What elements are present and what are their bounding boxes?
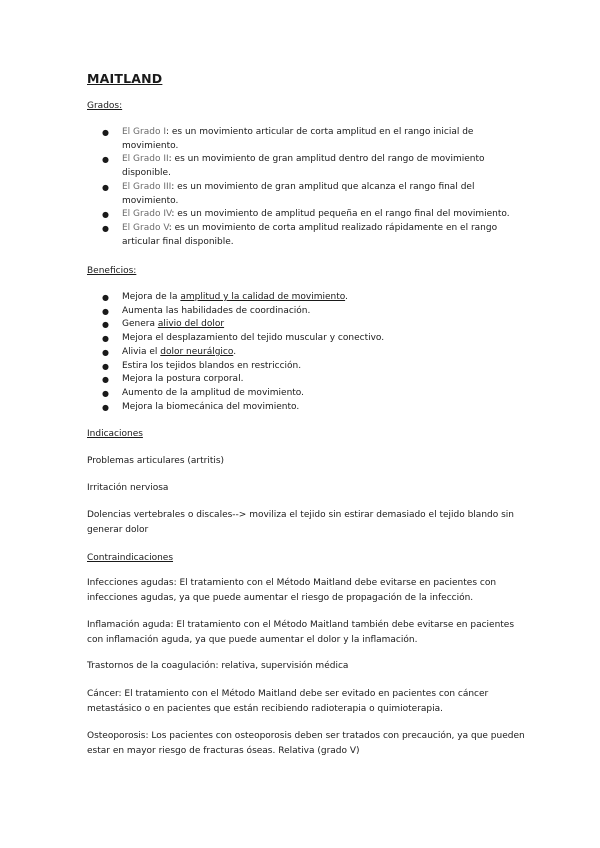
beneficios-heading: Beneficios:	[87, 266, 137, 276]
bullet-icon: ●	[102, 223, 109, 233]
list-item: ● Genera alivio del dolor	[122, 318, 522, 332]
bullet-icon: ●	[102, 155, 109, 165]
list-item: ● El Grado II: es un movimiento de gran amplitud dentro del rango de movimiento disponible.	[102, 154, 485, 179]
list-item: ● Estira los tejidos blandos en restricción.	[122, 360, 522, 374]
list-item: ● El Grado V: es un movimiento de corta amplitud realizado rápidamente en el rango articular final disponible.	[102, 222, 498, 247]
list-item: ● Mejora la biomecánica del movimiento.	[122, 401, 522, 415]
highlighted-link: alivio del dolor	[157, 319, 225, 330]
bullet-icon: ●	[102, 388, 109, 398]
bullet-icon: ●	[102, 293, 109, 302]
contraindicaciones-heading: Contraindicaciones	[87, 553, 174, 563]
list-item: ● Mejora el desplazamiento del tejido muscular y conectivo.	[122, 332, 522, 346]
contraindicacion-item: Cáncer: El tratamiento con el Método Maitland debe ser evitado en pacientes con cáncer metastásico o en pacientes que están recibiendo radioterapia o quimioterapia.	[87, 689, 489, 714]
highlighted-link: dolor neurálgico	[160, 346, 234, 357]
bullet-icon: ●	[102, 320, 109, 330]
contraindicacion-item: Inflamación aguda: El tratamiento con el Método Maitland también debe evitarse en pacientes con inflamación aguda, ya que puede aumentar el dolor y la inflamación.	[87, 620, 515, 645]
list-item: ● Aumento de la amplitud de movimiento.	[122, 387, 522, 401]
contraindicacion-item: Osteoporosis: Los pacientes con osteoporosis deben ser tratados con precaución, ya que pueden estar en mayor riesgo de fracturas óseas. Relativa (grado V)	[87, 731, 525, 756]
indicaciones-heading: Indicaciones	[87, 429, 143, 439]
bullet-icon: ●	[102, 334, 109, 344]
grados-list	[102, 126, 532, 249]
indicacion-item: Dolencias vertebrales o discales--> moviliza el tejido sin estirar demasiado el tejido blando sin generar dolor	[87, 510, 514, 535]
contraindicacion-item: Trastornos de la coagulación: relativa, supervisión médica	[87, 661, 349, 671]
bullet-icon: ●	[102, 375, 109, 385]
list-item: ● El Grado III: es un movimiento de gran amplitud que alcanza el rango final del movimiento.	[102, 181, 475, 206]
bullet-icon: ●	[102, 347, 109, 357]
list-item: ● El Grado IV: es un movimiento de amplitud pequeña en el rango final del movimiento.	[122, 208, 532, 222]
contraindicacion-item: Infecciones agudas: El tratamiento con el Método Maitland debe evitarse en pacientes con infecciones agudas, ya que puede aumentar el riesgo de propagación de la infección.	[87, 578, 497, 603]
bullet-icon: ●	[102, 361, 109, 371]
list-item: ● Aumenta las habilidades de coordinación.	[122, 305, 522, 319]
bullet-icon: ●	[102, 402, 109, 412]
bullet-icon: ●	[102, 306, 109, 316]
list-item: ● Mejora la postura corporal.	[122, 373, 522, 387]
page-title: MAITLAND	[87, 71, 163, 86]
bullet-icon: ●	[102, 128, 109, 137]
grados-heading: Grados:	[87, 101, 123, 111]
highlighted-link: amplitud y la calidad de movimiento	[180, 292, 346, 302]
list-item: ● El Grado I: es un movimiento articular de corta amplitud en el rango inicial de movimiento.	[102, 127, 474, 151]
indicacion-item: Problemas articulares (artritis)	[87, 456, 225, 466]
beneficios-list	[102, 291, 522, 414]
list-item: ● Alivia el dolor neurálgico.	[122, 346, 522, 360]
bullet-icon: ●	[102, 182, 109, 192]
bullet-icon: ●	[102, 210, 109, 220]
list-item: ● Mejora de la amplitud y la calidad de movimiento.	[122, 291, 522, 305]
indicacion-item: Irritación nerviosa	[87, 483, 169, 493]
